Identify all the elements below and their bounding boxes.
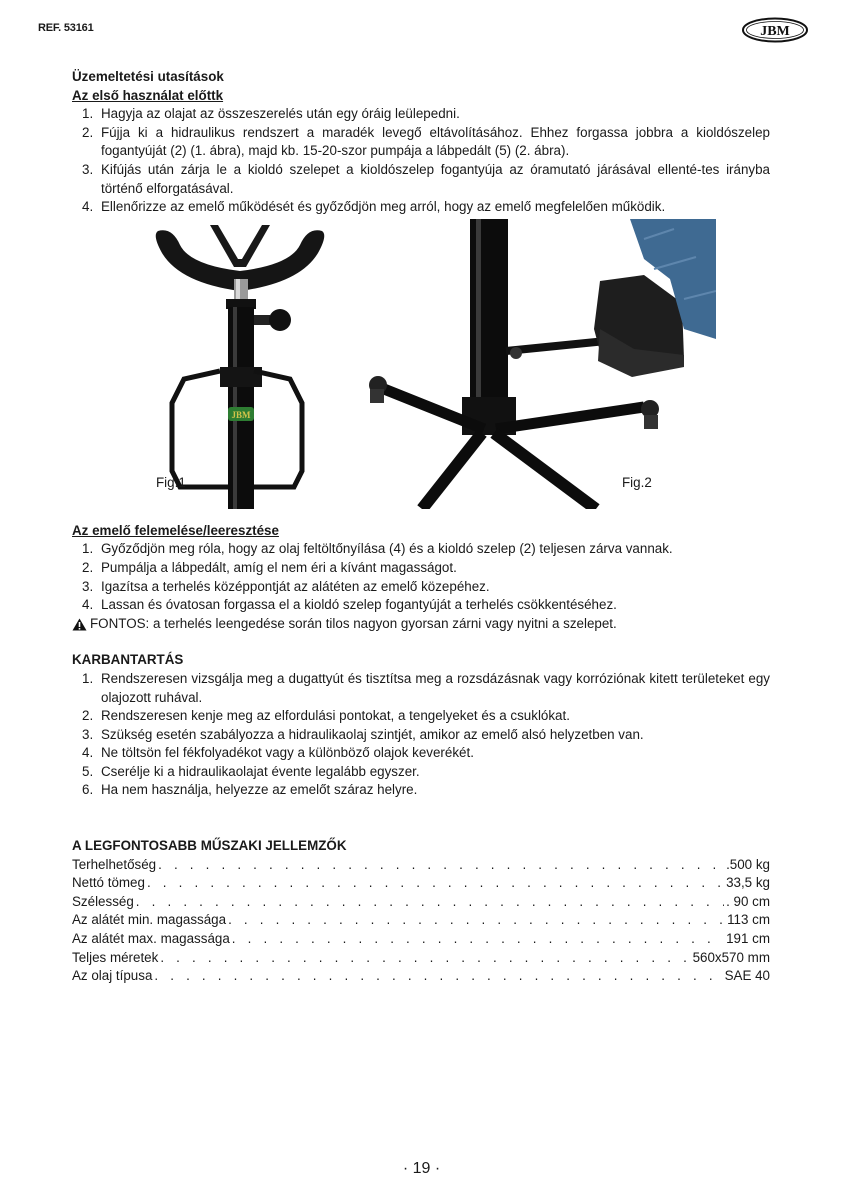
manual-content bbox=[72, 68, 770, 986]
figures bbox=[72, 217, 770, 507]
page-number: · 19 · bbox=[402, 1160, 441, 1177]
spec-row: Teljes méretek . . . 560x570 mm bbox=[72, 949, 770, 968]
list-item: 1. Hagyja az olajat az összeszerelés után egy óráig leülepedni. bbox=[82, 106, 460, 122]
warning-icon bbox=[72, 618, 87, 631]
spec-row: Nettó tömeg . . . 33,5 kg bbox=[72, 874, 770, 893]
list-item: 2. Pumpálja a lábpedált, amíg el nem éri a kívánt magasságot. bbox=[82, 559, 457, 575]
maintenance-list bbox=[72, 670, 770, 800]
list-item: 6. Ha nem használja, helyezze az emelőt száraz helyre. bbox=[82, 782, 418, 798]
list-item: 1. Győződjön meg róla, hogy az olaj feltöltőnyílása (4) és a kioldó szelep (2) teljesen zárva vannak. bbox=[82, 541, 673, 557]
svg-text:JBM: JBM bbox=[760, 24, 790, 39]
first-use-heading: Az első használat előttk bbox=[72, 87, 224, 103]
list-item: 4. Ellenőrizze az emelő működését és győződjön meg arról, hogy az emelő megfelelően működik. bbox=[82, 199, 666, 215]
spec-row: Az olaj típusa . . . SAE 40 bbox=[72, 967, 770, 986]
first-use-list bbox=[72, 105, 770, 217]
lift-list bbox=[72, 540, 770, 614]
list-item: 2. Fújja ki a hidraulikus rendszert a maradék levegő eltávolításához. Ehhez forgassa jobbra a kioldószelep fogantyúját (2) (1. ábra), majd kb. 15-20-szor pumpája a lábpedált (5) (2. ábra). bbox=[82, 124, 770, 159]
jack-column-image bbox=[150, 219, 332, 509]
figure-1-label: Fig.1 bbox=[156, 474, 186, 490]
spec-row: Az alátét min. magassága . . . 113 cm bbox=[72, 911, 770, 930]
figure-2-label: Fig.2 bbox=[622, 474, 652, 490]
jack-base-pedal-image bbox=[344, 219, 716, 509]
list-item: 1. Rendszeresen vizsgálja meg a dugattyút és tisztítsa meg a rozsdázásnak vagy korróziónak kitett területeket egy olajozott ruhával. bbox=[82, 670, 770, 705]
list-item: 4. Ne töltsön fel fékfolyadékot vagy a különböző olajok keverékét. bbox=[82, 745, 474, 761]
svg-text:JBM: JBM bbox=[231, 409, 251, 420]
spec-row: Terhelhetőség . . . .500 kg bbox=[72, 856, 770, 875]
list-item: 2. Rendszeresen kenje meg az elfordulási pontokat, a tengelyeket és a csuklókat. bbox=[82, 708, 570, 724]
warning-note: FONTOS: a terhelés leengedése során tilos nagyon gyorsan zárni vagy nyitni a szelepet. bbox=[72, 615, 770, 634]
list-item: 5. Cserélje ki a hidraulikaolajat évente legalább egyszer. bbox=[82, 763, 420, 779]
list-item: 3. Igazítsa a terhelés középpontját az alátéten az emelő közepéhez. bbox=[82, 578, 490, 594]
spec-row: Az alátét max. magassága . . . 191 cm bbox=[72, 930, 770, 949]
lift-heading: Az emelő felemelése/leeresztése bbox=[72, 522, 279, 538]
maintenance-heading: KARBANTARTÁS bbox=[72, 652, 184, 668]
spec-row: Szélesség . . . . 90 cm bbox=[72, 893, 770, 912]
reference-number: REF. 53161 bbox=[38, 22, 94, 34]
page-title: Üzemeltetési utasítások bbox=[72, 69, 224, 84]
list-item: 4. Lassan és óvatosan forgassa el a kioldó szelep fogantyúját a terhelés csökkentéséhez. bbox=[82, 597, 617, 613]
specs-table bbox=[72, 856, 770, 986]
list-item: 3. Szükség esetén szabályozza a hidraulikaolaj szintjét, amikor az emelő alsó helyzetben van. bbox=[82, 726, 644, 742]
jbm-logo bbox=[741, 17, 809, 43]
specs-heading: A LEGFONTOSABB MŰSZAKI JELLEMZŐK bbox=[72, 838, 347, 854]
list-item: 3. Kifújás után zárja le a kioldó szelepet a kioldószelep fogantyúja az óramutató járásával ellenté-tes irányba történő elforgatásával. bbox=[82, 161, 770, 196]
